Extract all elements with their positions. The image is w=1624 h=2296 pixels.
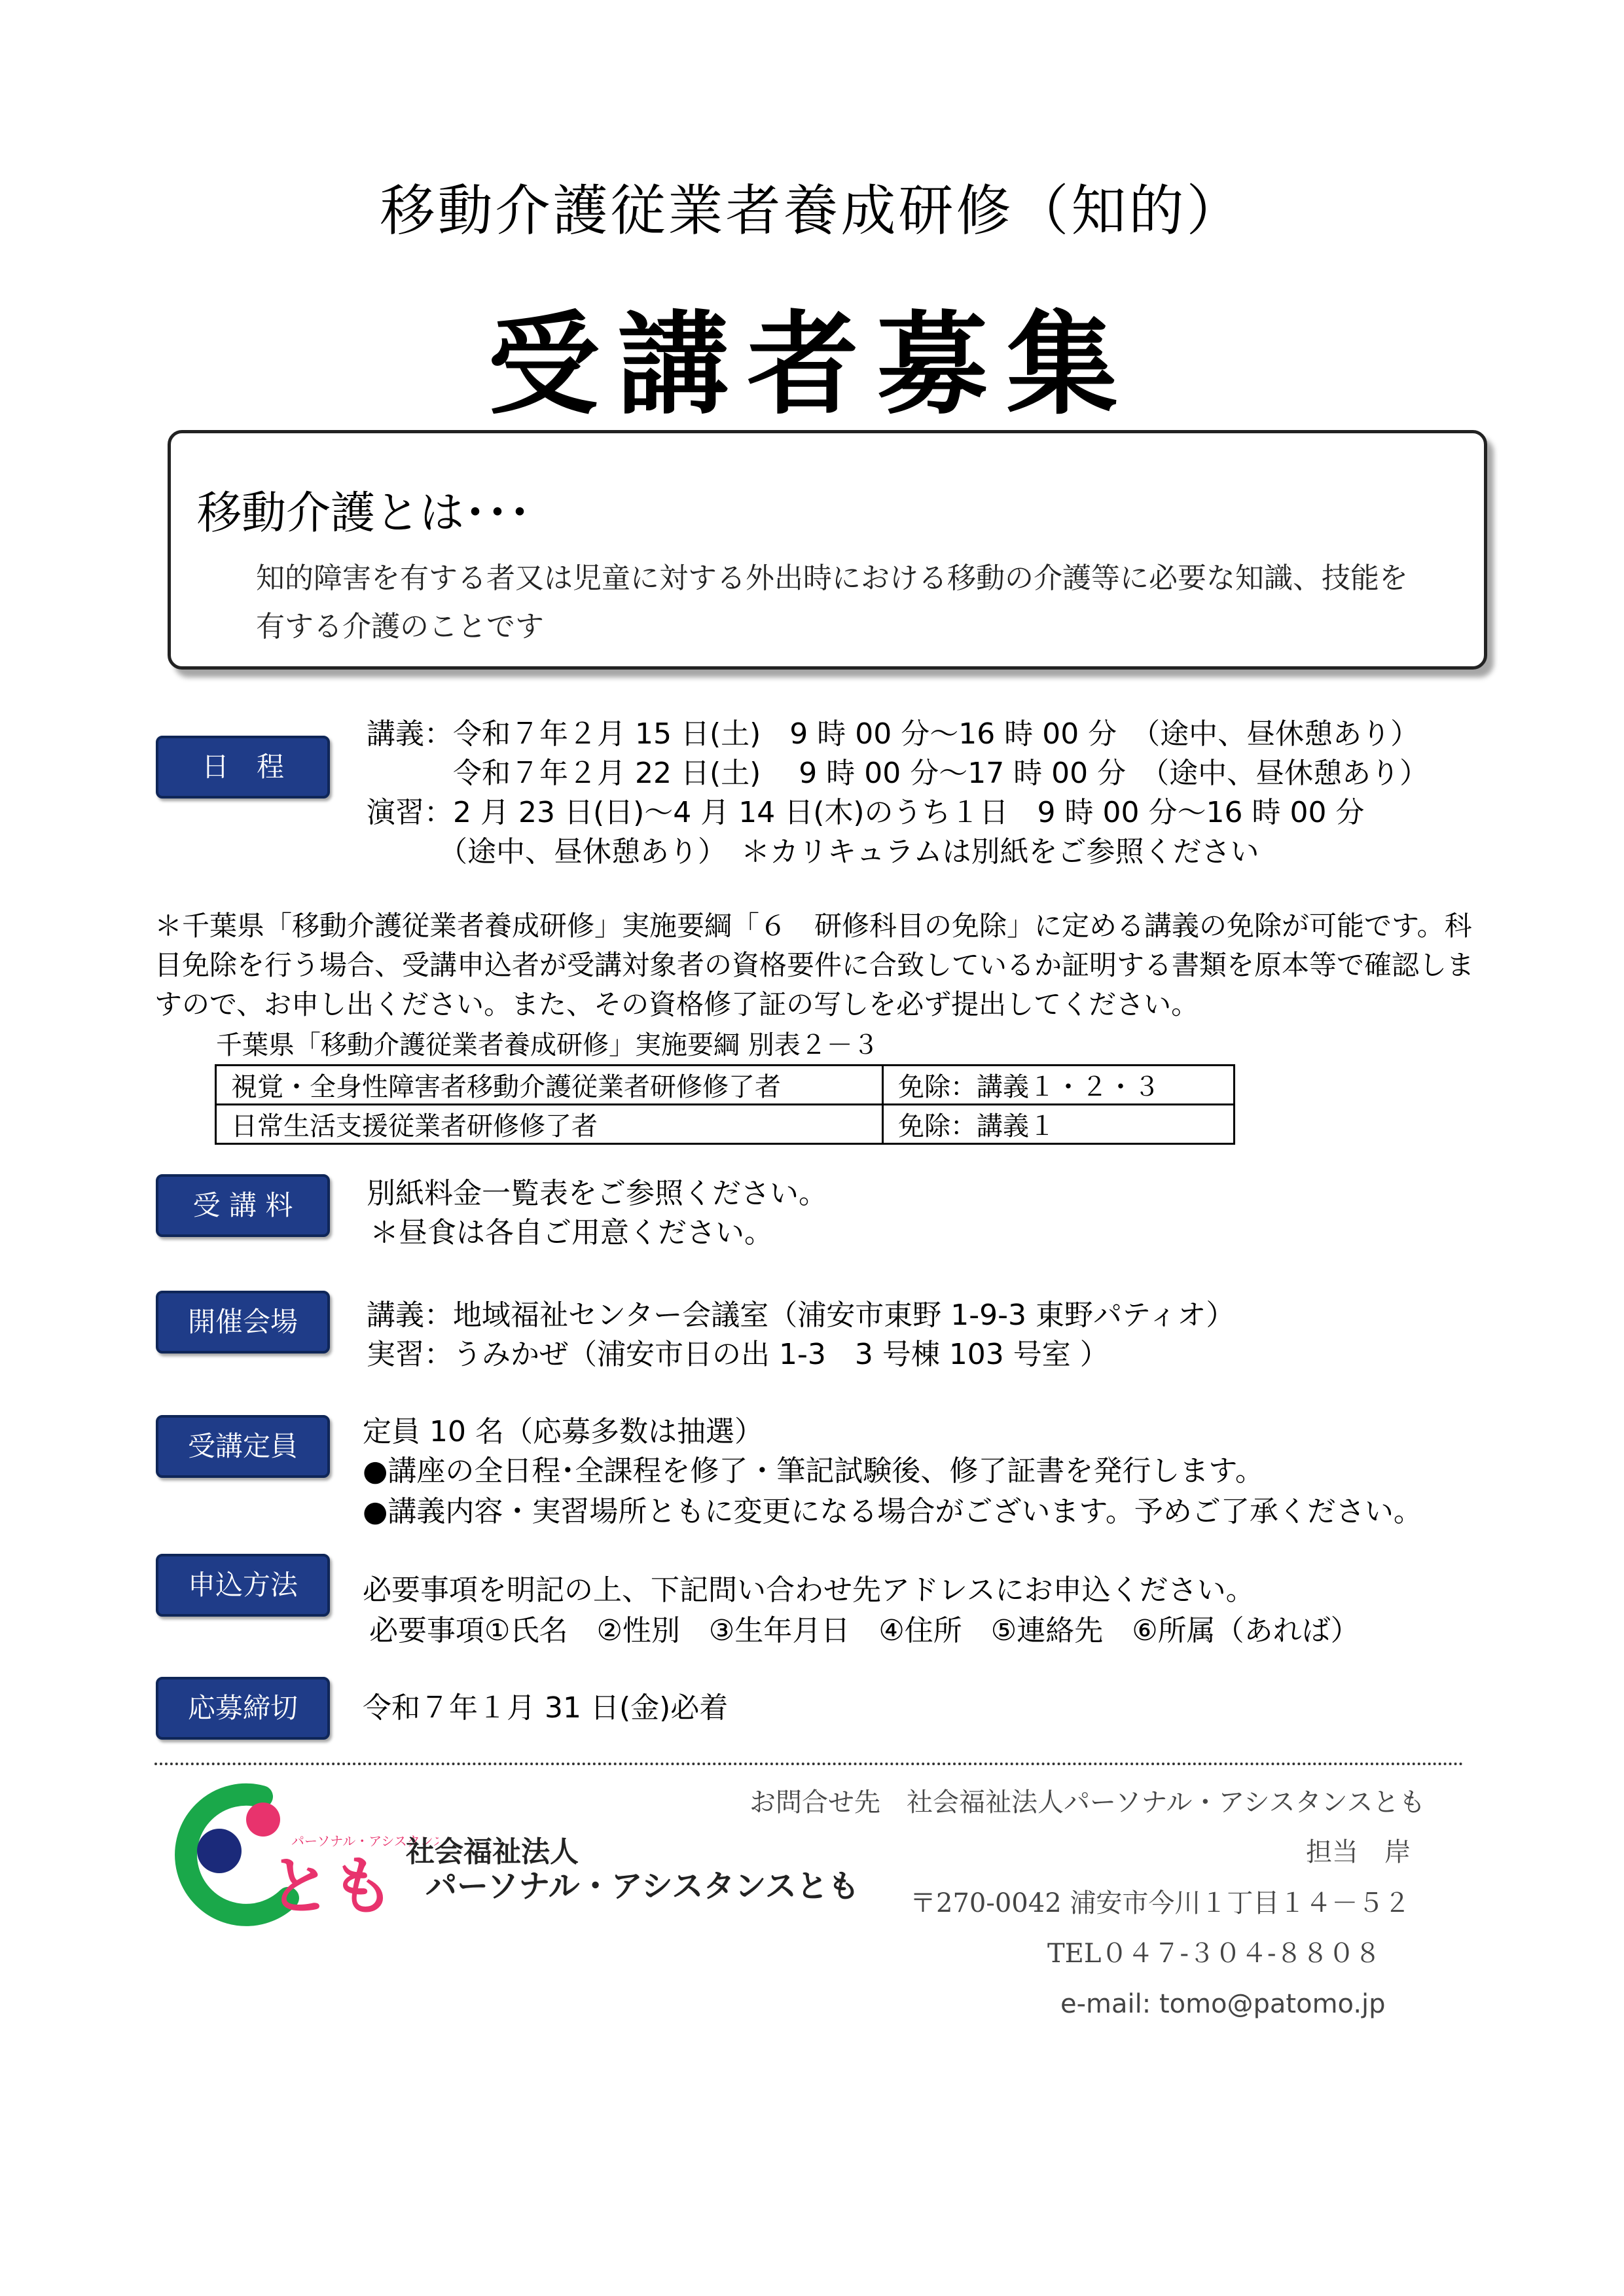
dotted-divider bbox=[154, 1763, 1464, 1765]
capacity-line-2: ●講座の全日程･全課程を修了・筆記試験後、修了証書を発行します。 bbox=[363, 1454, 1264, 1488]
table-row bbox=[216, 1066, 1235, 1105]
schedule-line-2: 令和７年２月 22 日(土) 9 時 00 分～17 時 00 分 （途中、昼休憩あり） bbox=[367, 757, 1429, 790]
capacity-line-1: 定員 10 名（応募多数は抽選） bbox=[363, 1415, 763, 1448]
capacity-line-3: ●講義内容・実習場所ともに変更になる場合がございます。予めご了承ください。 bbox=[363, 1495, 1422, 1528]
table-cell-exemption: 免除：講義１・２・３ bbox=[883, 1066, 1235, 1105]
venue-line-1: 講義：地域福祉センター会議室（浦安市東野 1-9-3 東野パティオ） bbox=[367, 1299, 1235, 1332]
about-heading: 移動介護とは･･･ bbox=[197, 488, 532, 539]
table-row bbox=[216, 1105, 1235, 1144]
deadline-text: 令和７年１月 31 日(金)必着 bbox=[363, 1691, 729, 1725]
schedule-line-1: 講義：令和７年２月 15 日(土) 9 時 00 分～16 時 00 分 （途中、昼休憩あり） bbox=[367, 717, 1420, 751]
contact-line-4: TEL０４７-３０４-８８０８ bbox=[1047, 1939, 1381, 1969]
fee-label: 受 講 料 bbox=[156, 1174, 330, 1237]
contact-line-2: 担当 岸 bbox=[1306, 1837, 1411, 1867]
apply-line-1: 必要事項を明記の上、下記問い合わせ先アドレスにお申込ください。 bbox=[363, 1573, 1255, 1607]
fee-line-2: ＊昼食は各自ご用意ください。 bbox=[370, 1216, 773, 1249]
logo-org-line1: 社会福祉法人 bbox=[406, 1835, 579, 1869]
exemption-table bbox=[215, 1064, 1235, 1145]
capacity-label: 受講定員 bbox=[156, 1415, 330, 1478]
page-title: 受講者募集 bbox=[488, 299, 1136, 430]
logo-org-line2: パーソナル・アシスタンスとも bbox=[425, 1868, 859, 1905]
apply-line-2: 必要事項①氏名 ②性別 ③生年月日 ④住所 ⑤連絡先 ⑥所属（あれば） bbox=[369, 1614, 1360, 1647]
contact-email: e-mail: tomo@patomo.jp bbox=[1060, 1989, 1386, 2019]
exemption-table-title: 千葉県「移動介護従業者養成研修」実施要綱 別表２－３ bbox=[216, 1030, 879, 1060]
table-cell-qualification: 視覚・全身性障害者移動介護従業者研修修了者 bbox=[216, 1066, 883, 1105]
table-cell-qualification: 日常生活支援従業者研修修了者 bbox=[216, 1105, 883, 1144]
schedule-line-3: 演習：2 月 23 日(日)～4 月 14 日(木)のうち１日 9 時 00 分～16 時 00 分 bbox=[367, 796, 1365, 829]
apply-label: 申込方法 bbox=[156, 1554, 330, 1617]
logo-small-text: パーソナル・アシスタンス bbox=[291, 1833, 439, 1849]
venue-label: 開催会場 bbox=[156, 1291, 330, 1354]
tomo-logo-icon bbox=[164, 1780, 439, 1931]
logo-mark-text: とも bbox=[268, 1850, 394, 1923]
contact-line-3: 〒270-0042 浦安市今川１丁目１４－５２ bbox=[910, 1888, 1411, 1918]
venue-line-2: 実習：うみかぜ（浦安市日の出 1-3 3 号棟 103 号室 ） bbox=[367, 1338, 1109, 1371]
table-cell-exemption: 免除：講義１ bbox=[883, 1105, 1235, 1144]
deadline-label: 応募締切 bbox=[156, 1677, 330, 1740]
exemption-notice: ＊千葉県「移動介護従業者養成研修」実施要綱「６ 研修科目の免除」に定める講義の免除が可能です。科目免除を行う場合、受講申込者が受講対象者の資格要件に合致しているか証明する書類を原本等で確認しますので、お申し出ください。また、その資格修了証の写しを必ず提出してください。 bbox=[154, 910, 1475, 1020]
schedule-label: 日 程 bbox=[156, 736, 330, 798]
fee-line-1: 別紙料金一覧表をご参照ください。 bbox=[367, 1177, 827, 1210]
about-box bbox=[168, 430, 1487, 670]
contact-line-1: お問合せ先 社会福祉法人パーソナル・アシスタンスとも bbox=[749, 1787, 1426, 1818]
about-body: 知的障害を有する者又は児童に対する外出時における移動の介護等に必要な知識、技能を有する介護のことです bbox=[256, 562, 1408, 643]
schedule-line-4: （途中、昼休憩あり） ＊カリキュラムは別紙をご参照ください bbox=[367, 835, 1259, 869]
subtitle: 移動介護従業者養成研修（知的） bbox=[380, 179, 1244, 243]
